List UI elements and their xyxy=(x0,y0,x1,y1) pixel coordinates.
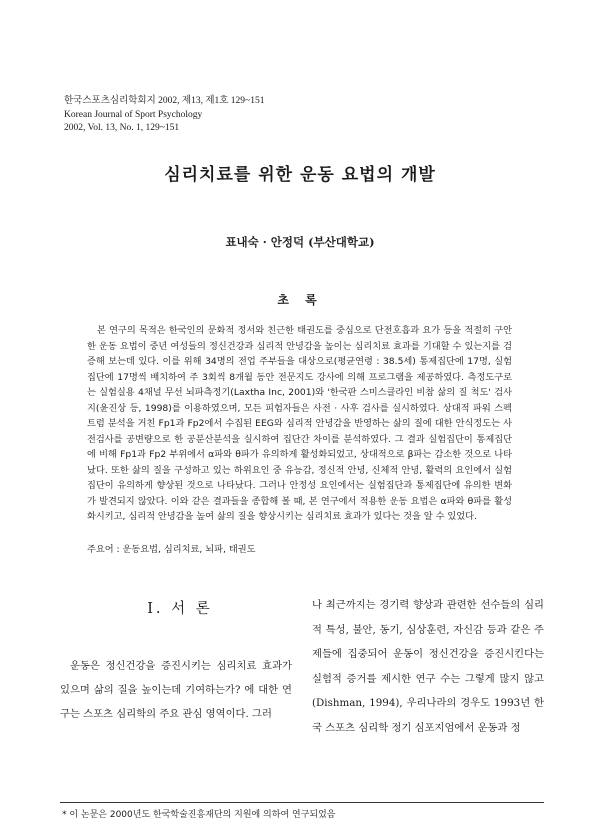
abstract-body: 본 연구의 목적은 한국인의 문화적 정서와 친근한 태권도를 중심으로 단전호흡과 요가 등을 적절히 구안한 운동 요법이 중년 여성들의 정신건강과 심리적 안녕감을 높이는 심리치료 효과를 기대할 수 있는지를 검증해 보는데 있다. 이를 위해 34명의 전업 주부들을 대상으로(평균연령 : 38.5세) 통제집단에 17명, 실험집단에 17명씩 배치하여 주 3회씩 8개월 동안 전문지도 강사에 의해 프로그램을 제공하였다. 측정도구로는 실험실용 4채널 무선 뇌파측정기(Laxtha Inc, 2001)와 '한국판 스미스클라인 비참 삶의 질 척도' 검사지(윤진상 등, 1998)를 이용하였으며, 모든 피험자들은 사전 · 사후 검사를 실시하였다. 상대적 파워 스펙트럼 분석을 거친 Fp1과 Fp2에서 수집된 EEG와 심리적 안녕감을 반영하는 삶의 질에 대한 안식정도는 사전검사를 공변량으로 한 공분산분석을 실시하여 집단간 차이를 분석하였다. 그 결과 실험집단이 통제집단에 비해 Fp1과 Fp2 부위에서 α파와 θ파가 유의하게 활성화되었고, 상대적으로 β파는 감소한 것으로 나타났다. 또한 삶의 질을 구성하고 있는 하위요인 중 유능감, 정신적 안녕, 신체적 안녕, 활력의 요인에서 실험집단이 유의하게 향상된 것으로 나타났다. 그러나 안정성 요인에서는 실험집단과 통제집단에 유의한 변화가 발견되지 않았다. 이와 같은 결과들을 종합해 볼 때, 본 연구에서 적용한 운동 요법은 α파와 θ파를 활성화시키고, 심리적 안녕감을 높여 삶의 질을 향상시키는 심리치료 효과가 있다는 것을 알 수 있었다. xyxy=(87,325,512,522)
journal-header-line-1: 한국스포츠심리학회지 2002, 제13, 제1호 129~151 xyxy=(64,96,265,106)
footnote: * 이 논문은 2000년도 한국학술진흥재단의 지원에 의하여 연구되었음 xyxy=(62,810,336,820)
footnote-divider xyxy=(60,802,544,803)
abstract-heading: 초 록 xyxy=(277,293,323,307)
body-column-left: 운동은 정신건강을 증진시키는 심리치료 효과가 있으며 삶의 질을 높이는데 기여하는가? 에 대한 연구는 스포츠 심리학의 주요 관심 영역이다. 그러 xyxy=(60,660,292,720)
keywords: 주요어 : 운동요법, 심리치료, 뇌파, 태권도 xyxy=(87,544,256,555)
journal-header xyxy=(64,95,264,136)
authors: 표내숙 · 안정덕 (부산대학교) xyxy=(225,235,375,249)
journal-header-line-2: Korean Journal of Sport Psychology xyxy=(64,109,203,120)
paper-title: 심리치료를 위한 운동 요법의 개발 xyxy=(164,165,436,185)
section-title: Ⅰ. 서 론 xyxy=(147,601,213,617)
body-column-right: 나 최근까지는 경기력 향상과 관련한 선수들의 심리적 특성, 불안, 동기, 심상훈련, 자신감 등과 같은 주제들에 집중되어 운동이 정신건강을 증진시킨다는 실험적 증거를 제시한 연구 수는 그렇게 많지 않고(Dishman, 1994), 우리나라의 경우도 1993년 한국 스포츠 심리학 정기 심포지엄에서 운동과 정 xyxy=(312,599,544,734)
journal-header-line-3: 2002, Vol. 13, No. 1, 129~151 xyxy=(64,123,180,133)
